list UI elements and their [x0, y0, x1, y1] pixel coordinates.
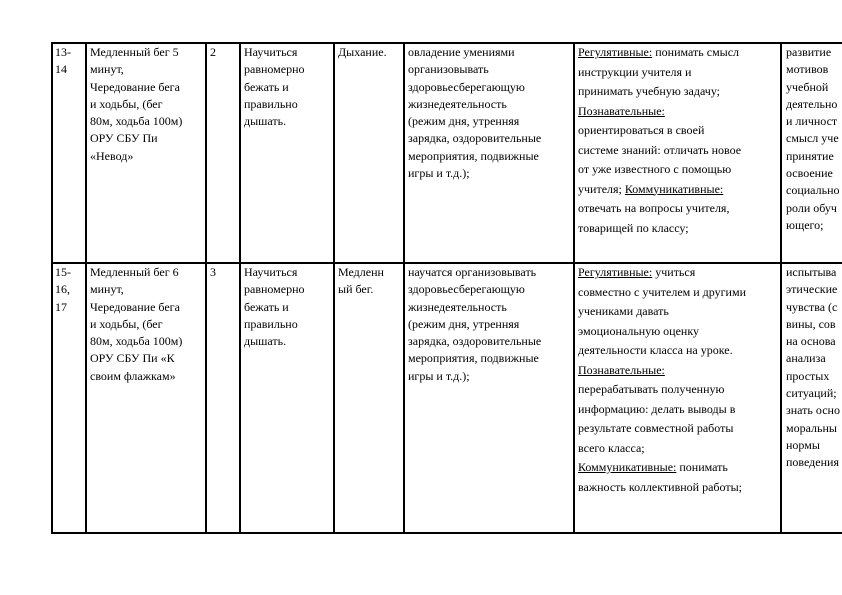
uud-communicative-text: понимать важность коллективной работы;	[578, 460, 743, 494]
personal-results: развитие мотивов учебной деятельно и личност смысл уче принятие освоение социально роли обуч ющего;	[786, 45, 840, 232]
uud-communicative-label: Коммуникативные:	[624, 181, 724, 196]
subject-results: овладение умениями организовывать здоровьесберегающую жизнедеятельность (режим дня, утренняя зарядка, оздоровительные мероприятия, подвижные игры и т.д.);	[408, 45, 542, 181]
column-divider	[403, 42, 405, 534]
uud-communicative-text: отвечать на вопросы учителя, товарищей по классу;	[578, 201, 730, 235]
lesson-plan-table	[51, 42, 842, 534]
column-divider	[333, 42, 335, 534]
lesson-element: Дыхание.	[338, 45, 387, 59]
lesson-hours: 2	[210, 45, 216, 59]
column-divider	[85, 42, 87, 534]
lesson-hours: 3	[210, 265, 216, 279]
table-border-bottom	[51, 532, 842, 534]
lesson-content: Медленный бег 5 минут, Чередование бега и ходьбы, (бег 80м, ходьба 100м) ОРУ СБУ Пи «Невод»	[90, 45, 183, 163]
column-divider	[780, 42, 782, 534]
uud-regulative-label: Регулятивные:	[578, 265, 653, 279]
uud-results	[578, 43, 780, 261]
uud-regulative-label: Регулятивные:	[578, 45, 653, 59]
uud-regulative-text: учиться совместно с учителем и другими учениками давать эмоциональную оценку деятельности класса на уроке.	[578, 265, 746, 357]
lesson-number: 15- 16, 17	[55, 265, 71, 314]
uud-communicative-label: Коммуникативные:	[578, 460, 677, 474]
lesson-number: 13- 14	[55, 45, 71, 77]
uud-cognitive-label: Познавательные:	[578, 103, 665, 118]
column-divider	[573, 42, 575, 534]
personal-results: испытыва этические чувства (с вины, сов на основа анализа простых ситуаций; знать осно моральны нормы поведения	[786, 265, 840, 470]
uud-cognitive-text: ориентироваться в своей системе знаний: отличать новое от уже известного с помощью учителя;	[578, 123, 742, 196]
uud-cognitive-text: перерабатывать полученную информацию: делать выводы в результате совместной работы всего класса;	[578, 382, 736, 455]
lesson-goal: Научиться равномерно бежать и правильно дышать.	[244, 45, 305, 129]
uud-regulative-text: понимать смысл инструкции учителя и принимать учебную задачу;	[578, 45, 740, 98]
table-border-left	[51, 42, 53, 534]
lesson-goal: Научиться равномерно бежать и правильно дышать.	[244, 265, 305, 349]
uud-cognitive-label: Познавательные:	[578, 362, 665, 377]
column-divider	[205, 42, 207, 534]
lesson-element: Медленн ый бег.	[338, 265, 384, 297]
column-divider	[239, 42, 241, 534]
lesson-content: Медленный бег 6 минут, Чередование бега и ходьбы, (бег 80м, ходьба 100м) ОРУ СБУ Пи «К своим флажкам»	[90, 265, 183, 383]
uud-results	[578, 263, 780, 531]
subject-results: научатся организовывать здоровьесберегающую жизнедеятельность (режим дня, утренняя зарядка, оздоровительные мероприятия, подвижные игры и т.д.);	[408, 265, 542, 383]
